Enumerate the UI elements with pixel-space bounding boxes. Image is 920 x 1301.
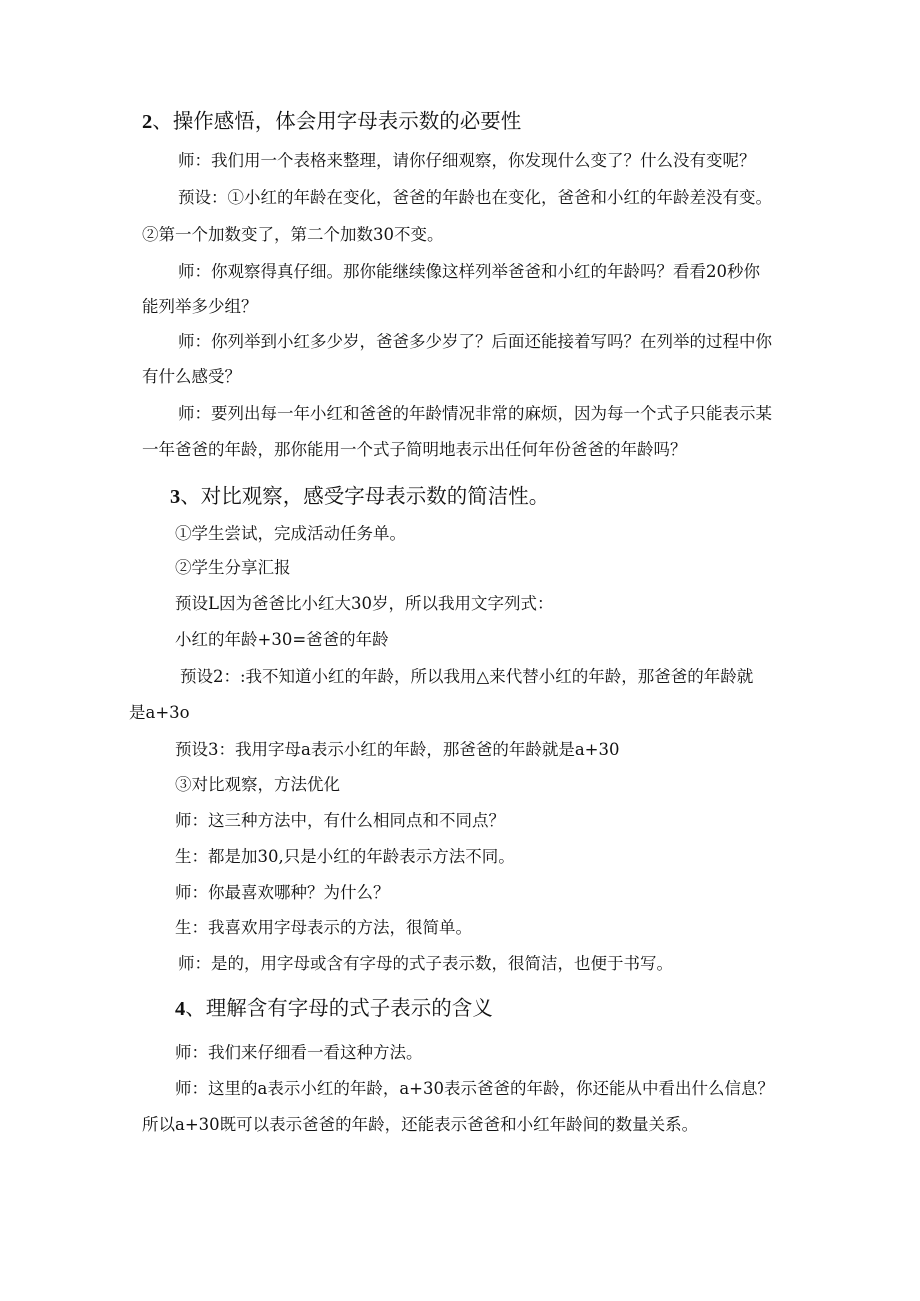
paragraph-line: 师：我们用一个表格来整理，请你仔细观察，你发现什么变了？什么没有变呢？ [178, 151, 756, 170]
paragraph-line: 师：是的，用字母或含有字母的式子表示数，很简洁，也便于书写。 [178, 954, 673, 973]
paragraph-line: 有什么感受？ [142, 367, 241, 386]
paragraph-line: 预设3：我用字母a表示小红的年龄，那爸爸的年龄就是a+30 [175, 740, 620, 759]
paragraph-line: 预设2：:我不知道小红的年龄，所以我用△来代替小红的年龄，那爸爸的年龄就 [180, 667, 754, 686]
section-title: 、理解含有字母的式子表示的含义 [185, 996, 493, 1020]
section-title: 、操作感悟，体会用字母表示数的必要性 [152, 109, 522, 133]
paragraph-line: 师：你列举到小红多少岁，爸爸多少岁了？后面还能接着写吗？在列举的过程中你 [178, 332, 772, 351]
paragraph-line: 师：我们来仔细看一看这种方法。 [175, 1043, 423, 1062]
paragraph-line: 师：你观察得真仔细。那你能继续像这样列举爸爸和小红的年龄吗？看看20秒你 [178, 262, 760, 281]
paragraph-line: 能列举多少组？ [142, 297, 258, 316]
paragraph-line: ②第一个加数变了，第二个加数30不变。 [142, 225, 444, 244]
paragraph-line: 所以a+30既可以表示爸爸的年龄，还能表示爸爸和小红年龄间的数量关系。 [142, 1115, 699, 1134]
section-number: 3 [170, 486, 181, 508]
paragraph-line: 预设L因为爸爸比小红大30岁，所以我用文字列式： [175, 594, 554, 613]
paragraph-line: 师：你最喜欢哪种？为什么？ [175, 883, 390, 902]
paragraph-line: 一年爸爸的年龄，那你能用一个式子简明地表示出任何年份爸爸的年龄吗？ [142, 440, 687, 459]
paragraph-line: ③对比观察，方法优化 [175, 775, 340, 794]
paragraph-line: ①学生尝试，完成活动任务单。 [175, 524, 406, 543]
section-4-heading [175, 995, 493, 1022]
paragraph-line: 师：这三种方法中，有什么相同点和不同点？ [175, 811, 505, 830]
paragraph-line: 师：要列出每一年小红和爸爸的年龄情况非常的麻烦，因为每一个式子只能表示某 [178, 404, 772, 423]
section-number: 2 [142, 111, 153, 133]
paragraph-line: 小红的年龄+30=爸爸的年龄 [175, 630, 389, 649]
paragraph-line: 师：这里的a表示小红的年龄，a+30表示爸爸的年龄，你还能从中看出什么信息？ [175, 1079, 774, 1098]
paragraph-line: 生：都是加30,只是小红的年龄表示方法不同。 [175, 847, 515, 866]
paragraph-line: ②学生分享汇报 [175, 558, 291, 577]
section-number: 4 [175, 998, 186, 1020]
paragraph-line: 生：我喜欢用字母表示的方法，很简单。 [175, 918, 472, 937]
paragraph-line: 是a+3o [129, 703, 190, 722]
section-2-heading [142, 108, 521, 135]
section-3-heading [170, 483, 549, 510]
paragraph-line: 预设：①小红的年龄在变化，爸爸的年龄也在变化，爸爸和小红的年龄差没有变。 [178, 188, 772, 207]
section-title: 、对比观察，感受字母表示数的简洁性。 [180, 484, 550, 508]
